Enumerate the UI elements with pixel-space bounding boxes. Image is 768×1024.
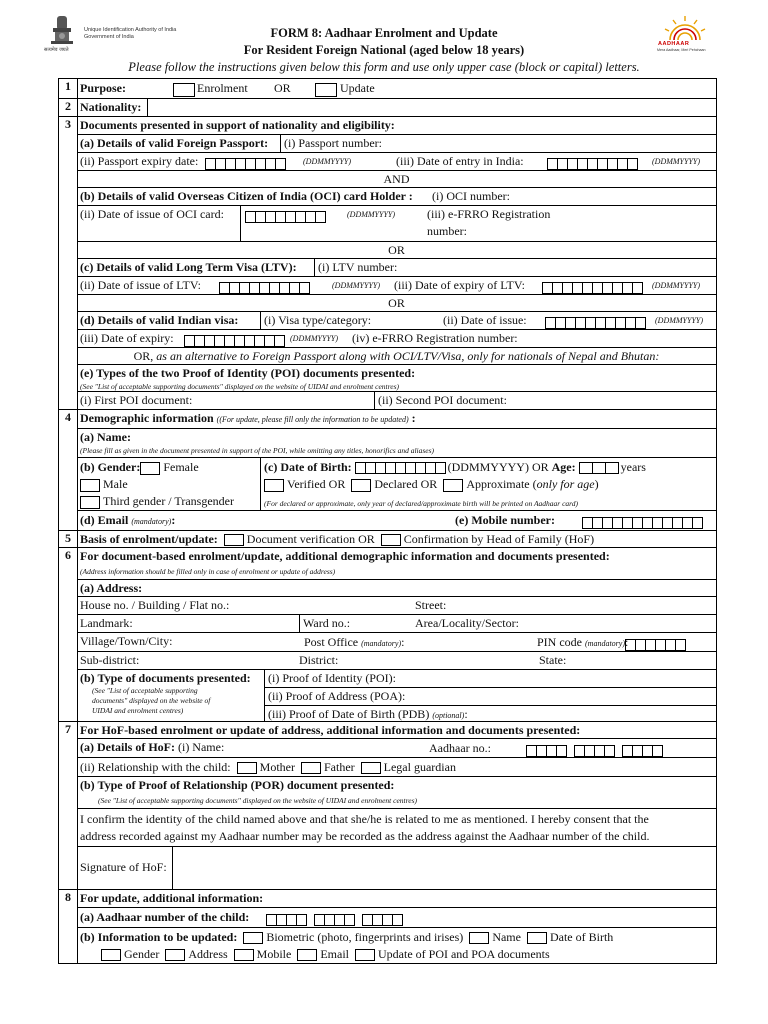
mobile-label: (e) Mobile number: bbox=[455, 513, 555, 527]
info-to-update-row: (b) Information to be updated: Biometric (photo, fingerprints and irises) Name Date of Birth Gender Address Mobile Email Update of POI and POA documents bbox=[80, 930, 614, 961]
poi-field[interactable]: (i) Proof of Identity (POI): bbox=[265, 670, 716, 688]
visa-dates-row: (iii) Date of expiry: (DDMMYYYY) (iv) e-FRRO Registration number: bbox=[77, 330, 716, 348]
name-label: (a) Name: bbox=[80, 430, 131, 444]
nepal-bhutan-note: OR, as an alternative to Foreign Passport along with OCI/LTV/Visa, only for nationals of Nepal and Bhutan: bbox=[77, 348, 716, 365]
child-aadhaar-row: (a) Aadhaar number of the child: bbox=[77, 908, 716, 928]
enrolment-checkbox[interactable] bbox=[173, 83, 195, 97]
ltv-number-label: (i) LTV number: bbox=[318, 260, 398, 274]
por-row: (b) Type of Proof of Relationship (POR) document presented: (See "List of acceptable supporting documents" displayed on the website of UIDAI and enrolment centres) bbox=[77, 777, 716, 809]
name-row: (a) Name: (Please fill as given in the document presented in support of the POI, while omitting any titles, honorifics and aliases) bbox=[77, 429, 716, 458]
demographic-heading: Demographic information ((For update, please fill only the information to be updated) : bbox=[77, 410, 716, 429]
subdistrict-row: Sub-district: District: State: bbox=[77, 652, 716, 670]
hof-confirmation-checkbox[interactable] bbox=[381, 534, 401, 546]
mother-checkbox[interactable] bbox=[237, 762, 257, 774]
section-number: 1 bbox=[65, 79, 71, 93]
child-aadhaar-input[interactable] bbox=[266, 911, 402, 928]
father-checkbox[interactable] bbox=[301, 762, 321, 774]
passport-expiry-input[interactable] bbox=[205, 155, 285, 172]
section-number: 3 bbox=[65, 117, 71, 131]
and-separator: AND bbox=[77, 171, 716, 188]
dob-checkbox[interactable] bbox=[527, 932, 547, 944]
section-number: 6 bbox=[65, 548, 71, 562]
aadhaar-sun-icon bbox=[650, 14, 720, 44]
email-checkbox[interactable] bbox=[297, 949, 317, 961]
male-checkbox[interactable] bbox=[80, 479, 100, 492]
section-number: 8 bbox=[65, 890, 71, 904]
hof-aadhaar-input[interactable] bbox=[526, 742, 662, 759]
form-subtitle: For Resident Foreign National (aged below 18 years) bbox=[243, 43, 525, 57]
legal-guardian-checkbox[interactable] bbox=[361, 762, 381, 774]
form-title: FORM 8: Aadhaar Enrolment and Update bbox=[270, 26, 498, 40]
or-separator: OR bbox=[77, 295, 716, 312]
first-poi-label: (i) First POI document: bbox=[80, 393, 193, 407]
section-number-column bbox=[59, 79, 78, 963]
passport-dates-row: (ii) Passport expiry date: (DDMMYYYY) (iii) Date of entry in India: (DDMMYYYY) bbox=[77, 153, 716, 171]
oci-dates-row: (ii) Date of issue of OCI card: (DDMMYYYY) (iii) e-FRRO Registration number: bbox=[77, 206, 716, 242]
section-number: 2 bbox=[65, 99, 71, 113]
address-label: (a) Address: bbox=[77, 580, 716, 597]
verified-checkbox[interactable] bbox=[264, 479, 284, 492]
village-row: Village/Town/City: Post Office (mandatory): PIN code (mandatory): bbox=[77, 633, 716, 652]
address-checkbox[interactable] bbox=[165, 949, 185, 961]
pdb-field[interactable]: (iii) Proof of Date of Birth (PDB) (optional): bbox=[268, 707, 468, 721]
ltv-expiry-input[interactable] bbox=[542, 279, 642, 296]
section-number: 4 bbox=[65, 410, 71, 424]
oci-row: (b) Details of valid Overseas Citizen of India (OCI) card Holder : (i) OCI number: bbox=[77, 188, 716, 206]
third-gender-checkbox[interactable] bbox=[80, 496, 100, 509]
document-based-heading: For document-based enrolment/update, additional demographic information and documents presented: (Address information should be filled only in case of enrolment or update of address) bbox=[77, 548, 716, 580]
passport-number-label: (i) Passport number: bbox=[284, 136, 382, 150]
passport-row: (a) Details of valid Foreign Passport: (i) Passport number: bbox=[77, 135, 716, 153]
enrolment-label: Enrolment bbox=[197, 81, 248, 95]
approximate-checkbox[interactable] bbox=[443, 479, 463, 492]
visa-type-label: (i) Visa type/category: bbox=[264, 313, 372, 327]
documents-heading: Documents presented in support of nationality and eligibility: bbox=[77, 117, 716, 135]
signature-field[interactable] bbox=[172, 847, 716, 889]
hof-heading: For HoF-based enrolment or update of address, additional information and documents presented: bbox=[77, 722, 716, 739]
landmark-row: Landmark: Ward no.: Area/Locality/Sector: bbox=[77, 615, 716, 633]
poi-types-row: (e) Types of the two Proof of Identity (POI) documents presented: (See "List of acceptable supporting documents" displayed on the website of UIDAI and enrolment centres) bbox=[77, 365, 716, 392]
age-input[interactable] bbox=[579, 462, 618, 474]
female-checkbox[interactable] bbox=[140, 462, 160, 475]
section-number: 7 bbox=[65, 722, 71, 736]
email-label: (d) Email bbox=[80, 513, 129, 527]
pin-input[interactable] bbox=[625, 636, 685, 653]
visa-expiry-input[interactable] bbox=[184, 332, 284, 349]
visa-row: (d) Details of valid Indian visa: (i) Visa type/category: (ii) Date of issue: (DDMMYYYY) bbox=[77, 312, 716, 330]
poa-field[interactable]: (ii) Proof of Address (POA): bbox=[265, 688, 716, 706]
gender-dob-row: (b) Gender: Female Male Third gender / Transgender (c) Date of Birth: (DDMMYYYY) OR Age: years Verified OR Declared OR Approximate (only for age) (For declared or approximate, only year of declared/approximate birth will be printed on Aadhaar card) bbox=[77, 458, 716, 511]
relationship-row: (ii) Relationship with the child: Mother Father Legal guardian bbox=[77, 758, 716, 777]
aadhaar-tagline: Mera Aadhaar, Meri Pehchaan bbox=[657, 48, 706, 52]
mobile-checkbox[interactable] bbox=[234, 949, 254, 961]
ltv-dates-row: (ii) Date of issue of LTV: (DDMMYYYY) (iii) Date of expiry of LTV: (DDMMYYYY) bbox=[77, 277, 716, 295]
purpose-row: Purpose: Enrolment OR Update bbox=[77, 79, 716, 99]
nationality-input[interactable] bbox=[147, 99, 716, 116]
purpose-label: Purpose: bbox=[80, 81, 126, 95]
emblem-caption: सत्यमेव जयते bbox=[44, 47, 69, 53]
email-mobile-row: (d) Email (mandatory): (e) Mobile number: bbox=[77, 511, 716, 531]
oci-number-label: (i) OCI number: bbox=[432, 189, 510, 203]
ltv-issue-input[interactable] bbox=[219, 279, 309, 296]
nationality-row bbox=[77, 99, 716, 117]
visa-issue-input[interactable] bbox=[545, 314, 645, 331]
entry-date-input[interactable] bbox=[547, 155, 637, 172]
aadhaar-wordmark: AADHAAR bbox=[658, 41, 690, 47]
basis-row: Basis of enrolment/update: Document verification OR Confirmation by Head of Family (HoF) bbox=[77, 531, 716, 548]
update-checkbox[interactable] bbox=[315, 83, 337, 97]
nationality-label: Nationality: bbox=[80, 100, 142, 114]
form-instructions: Please follow the instructions given below this form and use only upper case (block or capital) letters. bbox=[128, 60, 640, 74]
documents-type-row: (b) Type of documents presented: (See "List of acceptable supporting documents" displayed on the website of UIDAI and enrolment centres) (i) Proof of Identity (POI): (ii) Proof of Address (POA): (iii) Proof of Date of Birth (PDB) (optional): bbox=[77, 670, 716, 722]
form-header bbox=[0, 0, 768, 80]
biometric-checkbox[interactable] bbox=[243, 932, 263, 944]
update-heading: For update, additional information: bbox=[77, 890, 716, 908]
update-label: Update bbox=[340, 81, 375, 95]
consent-text: I confirm the identity of the child named above and that she/he is related to me as mentioned. I hereby consent that the address recorded against my Aadhaar number may be recorded as the address against the Aadhaar number of the child. bbox=[77, 809, 716, 847]
ltv-row: (c) Details of valid Long Term Visa (LTV): (i) LTV number: bbox=[77, 259, 716, 277]
org-name: Unique Identification Authority of India Government of India bbox=[84, 27, 177, 40]
aadhaar-logo bbox=[650, 14, 720, 58]
second-poi-label: (ii) Second POI document: bbox=[378, 393, 507, 407]
document-verification-checkbox[interactable] bbox=[224, 534, 244, 546]
oci-issue-input[interactable] bbox=[245, 208, 325, 225]
declared-checkbox[interactable] bbox=[351, 479, 371, 492]
mobile-input[interactable] bbox=[582, 514, 702, 531]
dob-input[interactable] bbox=[355, 462, 445, 474]
house-street-row: House no. / Building / Flat no.: Street: bbox=[77, 597, 716, 615]
gender-checkbox[interactable] bbox=[101, 949, 121, 961]
form-table bbox=[58, 78, 717, 964]
signature-row: Signature of HoF: bbox=[77, 847, 716, 890]
name-checkbox[interactable] bbox=[469, 932, 489, 944]
poi-documents-row bbox=[77, 392, 716, 410]
or-separator: OR bbox=[77, 242, 716, 259]
section-number: 5 bbox=[65, 531, 71, 545]
poi-poa-checkbox[interactable] bbox=[355, 949, 375, 961]
hof-details-row: (a) Details of HoF: (i) Name: Aadhaar no.: bbox=[77, 739, 716, 758]
